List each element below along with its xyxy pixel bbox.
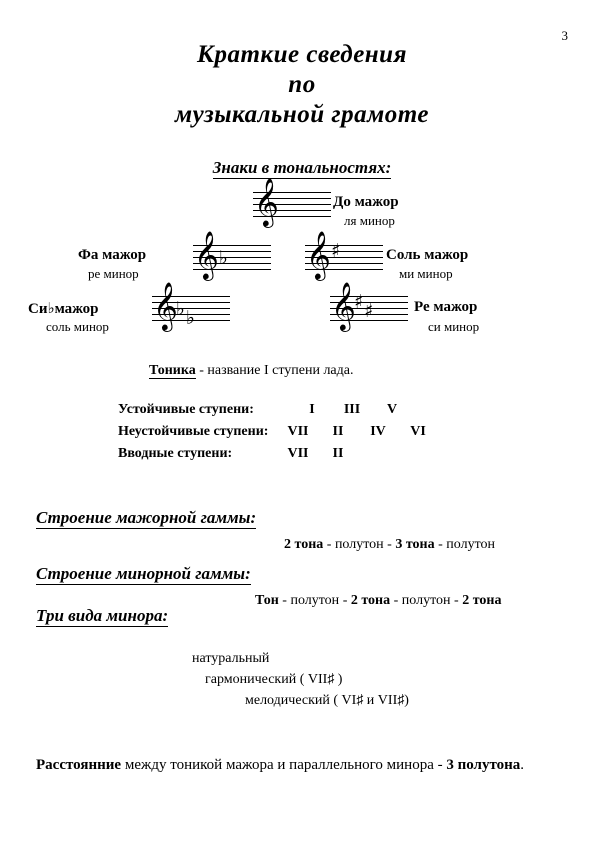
sharp-icon: ♯ [331,240,341,262]
page-title-line-3: музыкальной грамоте [175,101,429,128]
page-number: 3 [561,28,568,43]
degrees-label: Вводные ступени: [118,446,233,461]
label-b-flat-major: Си♭мажор [28,299,99,317]
formula-part: - [393,593,399,608]
heading-major-scale: Строение мажорной гаммы: [36,508,257,527]
label-g-major: Соль мажор [386,247,469,263]
formula-part: - [438,537,443,552]
formula-part: - [282,593,287,608]
flat-icon: ♭ [186,307,195,329]
stave-b-flat-major [152,281,230,330]
degrees-label: Устойчивые ступени: [118,402,254,417]
major-scale-formula [284,537,495,553]
label-c-major: До мажор [333,194,399,210]
degree-value: IV [370,424,386,439]
treble-clef-icon: 𝄞 [331,281,356,330]
degrees-row-stable [118,402,412,418]
formula-part: 3 тона [395,537,435,552]
page-title-line-1: Краткие сведения [197,41,407,68]
degree-value: III [343,402,361,417]
formula-part: - [342,593,348,608]
minor-kind-natural: натуральный [192,651,270,666]
formula-part: - [387,537,392,552]
sharp-icon: ♯ [364,300,374,322]
minor-scale-formula [255,593,501,609]
label-g-minor: соль минор [46,319,109,334]
formula-part: полутон [401,593,451,608]
treble-clef-icon: 𝄞 [194,230,219,279]
heading-three-minors: Три вида минора: [36,606,169,625]
formula-part: полутон [334,537,384,552]
label-d-minor: ре минор [88,266,139,281]
degree-value: II [332,446,344,461]
degree-value: V [386,402,398,417]
label-f-major: Фа мажор [78,247,147,263]
flat-icon: ♭ [176,298,185,320]
minor-kind-harmonic: гармонический ( VII♯ ) [205,672,343,687]
stave-g-major [305,230,383,279]
bottom-note-value: 3 полутона [446,757,521,773]
formula-part: 2 тона [462,593,502,608]
page-title-line-2: по [288,71,316,98]
tonika-text: - название I ступени лада. [199,363,354,378]
minor-kind-melodic: мелодический ( VI♯ и VII♯) [245,693,409,708]
degrees-row-leading [118,446,358,462]
label-b-minor: си минор [428,319,480,334]
page-title [0,40,604,130]
label-d-major: Ре мажор [414,299,478,315]
tonika-term: Тоника [149,363,196,378]
formula-part: Тон [255,593,279,608]
flat-icon: ♭ [47,299,55,317]
bottom-note-end: . [520,757,525,773]
bottom-note-middle: между тоникой мажора и параллельного минора - [121,757,447,773]
degree-value: VII [287,446,309,461]
tonika-definition [149,363,353,379]
formula-part: полутон [446,537,496,552]
treble-clef-icon: 𝄞 [254,177,279,226]
bottom-note-lead: Расстоянние [36,757,122,773]
formula-part: - [454,593,459,608]
heading-key-signatures: Знаки в тональностях: [212,158,392,177]
formula-part: 2 тона [284,537,324,552]
sharp-icon: ♯ [354,291,364,313]
formula-part: полутон [290,593,340,608]
degree-value: VI [410,424,426,439]
degree-value: II [332,424,344,439]
label-a-minor: ля минор [344,213,395,228]
degrees-row-unstable [118,424,438,440]
treble-clef-icon: 𝄞 [306,230,331,279]
formula-part: 2 тона [350,593,391,608]
degree-value: VII [287,424,309,439]
label-e-minor: ми минор [399,266,453,281]
stave-d-major [330,281,408,330]
degree-value: I [309,402,315,417]
heading-minor-scale: Строение минорной гаммы: [36,564,251,583]
flat-icon: ♭ [219,247,228,269]
formula-part: - [326,537,332,552]
stave-f-major [193,230,271,279]
degrees-label: Неустойчивые ступени: [118,424,269,439]
treble-clef-icon: 𝄞 [153,281,178,330]
bottom-note [36,757,524,774]
stave-c-major [253,177,331,226]
